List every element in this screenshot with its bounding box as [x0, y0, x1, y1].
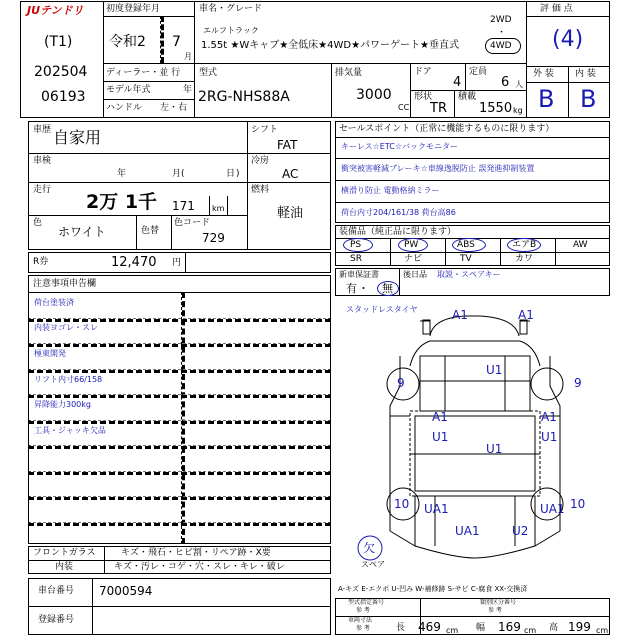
mark-ua1-right: UA1 — [540, 502, 565, 516]
mark-a1-mid-left: A1 — [432, 410, 448, 424]
capacity-value: 6 — [501, 75, 510, 90]
warranty-no: 無 — [382, 282, 393, 295]
reg-month: 7 — [172, 34, 181, 50]
interior-cond-label: 内装 — [55, 562, 74, 572]
selling-4: 荷台内寸204/161/38 荷台高86 — [341, 208, 456, 217]
mileage-detail: 171 — [172, 199, 195, 213]
notes-label: 注意事項申告欄 — [33, 279, 97, 289]
length-value: 469 — [418, 620, 441, 634]
shift-label: シフト — [251, 125, 279, 135]
glass-value: キズ・飛石・ヒビ割・リペア跡・X要 — [121, 548, 271, 558]
vehicle-name-label: 車名・グレード — [199, 4, 263, 14]
notes-rule — [28, 496, 331, 500]
mileage-unit: km — [212, 204, 225, 213]
load-label: 積載 — [458, 92, 477, 102]
notes-rule — [28, 420, 331, 424]
equip-leather: カワ — [515, 254, 534, 264]
note-2: 内装ヨゴレ・スレ — [34, 323, 98, 332]
equip-tv: TV — [460, 254, 472, 264]
recycle-value: 12,470 — [111, 255, 157, 270]
truck-diagram — [335, 296, 610, 581]
first-reg-label: 初度登録年月 — [106, 4, 161, 14]
equip-pw: PW — [404, 240, 419, 250]
door-label: ドア — [414, 67, 432, 77]
grade-label: 評 価 点 — [540, 4, 573, 14]
width-label: 幅 — [476, 623, 486, 633]
note-6: 工具・ジャッキ欠品 — [34, 426, 106, 435]
selling-1: キーレス☆ETC☆バックモニター — [341, 142, 459, 151]
selling-label: セールスポイント（正常に機能するものに限ります） — [339, 124, 555, 134]
damage-legend: A-キズ E-エクボ U-凹み W-補修跡 S-サビ C-腐食 XX-交換済 — [338, 585, 528, 593]
drive-dot: ・ — [497, 28, 507, 38]
spare-label: スペア — [361, 560, 385, 569]
notes-box — [28, 275, 331, 544]
shape-label: 形状 — [414, 92, 433, 102]
fuel-label: 燃料 — [251, 185, 270, 195]
warranty-no-circle — [377, 281, 399, 296]
equip-ps: PS — [350, 240, 362, 250]
inspection-paren-close: ) — [236, 169, 240, 179]
logo: JUテンドリ — [27, 4, 84, 17]
height-unit: cm — [596, 626, 609, 635]
drive-4wd: 4WD — [490, 41, 512, 51]
selling-3: 横滑り防止 電動格納ミラー — [341, 186, 440, 195]
type-label: 型式 — [199, 68, 218, 78]
chassis-value: 7000594 — [99, 584, 153, 598]
class-no-ref: 参 考 — [488, 607, 502, 614]
mark-a1-front-right: A1 — [518, 308, 534, 322]
vehicle-grade: 1.55t ★Wキャブ★全低床★4WD★パワーゲート★垂直式 — [201, 40, 460, 51]
reg-era: 令和2 — [109, 34, 146, 50]
lot-no: 06193 — [41, 89, 86, 105]
mileage-value: 2万 1千 — [86, 191, 158, 213]
capacity-label: 定員 — [469, 67, 488, 77]
inspection-paren: ( — [181, 169, 185, 179]
size-label: 車両寸法 — [348, 617, 373, 624]
note-5: 昇降能力300kg — [34, 400, 91, 409]
inspection-day-unit: 日 — [226, 169, 236, 179]
lot-label: (T1) — [44, 34, 73, 50]
width-value: 169 — [498, 620, 521, 634]
vehicle-name: エルフトラック — [203, 26, 259, 35]
mark-u1-center: U1 — [486, 442, 503, 456]
size-ref: 参 考 — [356, 625, 370, 632]
note-3: 極東開発 — [34, 349, 66, 358]
mark-10-right: 10 — [570, 497, 586, 511]
interior-grade: B — [580, 85, 597, 113]
inspection-label: 車検 — [33, 156, 52, 166]
model-year-label: モデル年式 — [106, 85, 151, 95]
exterior-grade: B — [538, 85, 555, 113]
aftermarket-value: 取説・スペアキー — [437, 270, 501, 279]
warranty-label: 新車保証書 — [339, 270, 379, 279]
ac-label: 冷房 — [251, 156, 270, 166]
color-code-label: 色コード — [174, 218, 211, 228]
handle-value: 左・右 — [160, 103, 188, 113]
displacement-unit: CC — [398, 103, 410, 112]
color-label: 色 — [33, 218, 43, 228]
class-no-label: 類別区分番号 — [480, 599, 517, 606]
aftermarket-label: 後日品 — [403, 270, 427, 279]
mark-ua1-rear: UA1 — [455, 524, 480, 538]
inspection-year-unit: 年 — [117, 169, 127, 179]
mark-u1-roof: U1 — [486, 363, 503, 377]
load-unit: kg — [513, 106, 523, 115]
interior-label: 内 装 — [575, 69, 596, 79]
color-swap-label: 色替 — [141, 226, 160, 236]
notes-rule — [28, 445, 331, 449]
inspection-month-unit: 月 — [172, 169, 182, 179]
mark-u1-mid-left: U1 — [432, 430, 449, 444]
equipment-label: 装備品（純正品に限ります） — [339, 227, 457, 237]
note-4: リフト内寸66/158 — [34, 375, 103, 384]
equip-aw: AW — [573, 240, 588, 250]
length-label: 長 — [396, 623, 406, 633]
reg-month-unit: 月 — [184, 52, 192, 61]
chassis-label: 車台番号 — [38, 586, 75, 596]
warranty-yes: 有 — [346, 282, 357, 295]
ac-value: AC — [282, 167, 299, 181]
length-unit: cm — [446, 626, 459, 635]
fuel-value: 軽油 — [277, 206, 304, 221]
handle-label: ハンドル — [106, 103, 143, 113]
shift-value: FAT — [277, 138, 298, 152]
drive-2wd: 2WD — [490, 15, 512, 25]
equip-navi: ナビ — [404, 254, 423, 264]
lot-date: 202504 — [34, 64, 88, 80]
equip-sr: SR — [350, 254, 362, 264]
recycle-unit: 円 — [172, 258, 182, 268]
interior-cond-value: キズ・汚レ・コゲ・穴・スレ・キレ・破レ — [114, 562, 285, 572]
mark-9-left: 9 — [397, 376, 405, 390]
notes-rule — [28, 522, 331, 526]
displacement-value: 3000 — [356, 87, 392, 103]
mark-u1-mid-right: U1 — [541, 430, 558, 444]
type-no-label: 型式指定番号 — [348, 599, 385, 606]
equip-abs: ABS — [457, 240, 475, 250]
spare-mark: 欠 — [363, 541, 376, 555]
type-value: 2RG-NHS88A — [198, 89, 290, 105]
shape-value: TR — [430, 101, 447, 116]
notes-rule — [28, 369, 331, 373]
color-code-value: 729 — [202, 231, 225, 245]
displacement-label: 排気量 — [335, 68, 363, 78]
mark-u2-rear: U2 — [512, 524, 529, 538]
capacity-unit: 人 — [515, 80, 523, 89]
notes-rule — [28, 343, 331, 347]
mileage-label: 走行 — [33, 185, 52, 195]
mark-a1-mid-right: A1 — [541, 410, 557, 424]
mark-9-right: 9 — [574, 376, 582, 390]
use-value: 自家用 — [53, 128, 102, 147]
exterior-label: 外 装 — [533, 69, 554, 79]
width-unit: cm — [524, 626, 537, 635]
warranty-sep: ・ — [358, 282, 369, 295]
studless-label: スタッドレスタイヤ — [346, 305, 418, 314]
load-value: 1550 — [479, 101, 513, 116]
color-value: ホワイト — [58, 225, 106, 239]
mark-a1-front-left: A1 — [452, 308, 468, 322]
model-year-unit: 年 — [183, 85, 193, 95]
selling-2: 衝突被害軽減ブレーキ☆車線逸脱防止 誤発進抑制装置 — [341, 164, 535, 173]
mark-ua1-left: UA1 — [424, 502, 449, 516]
door-value: 4 — [453, 75, 462, 90]
glass-label: フロントガラス — [33, 548, 96, 558]
mark-10-left: 10 — [394, 497, 410, 511]
notes-rule — [28, 394, 331, 398]
registration-box — [103, 1, 195, 118]
use-label: 車歴 — [33, 125, 52, 135]
height-label: 高 — [549, 623, 559, 633]
reg-no-label: 登録番号 — [38, 615, 75, 625]
height-value: 199 — [568, 620, 591, 634]
notes-rule — [28, 471, 331, 475]
recycle-label: R券 — [33, 257, 49, 267]
type-no-ref: 参 考 — [356, 607, 370, 614]
equip-airbag: エアB — [512, 240, 537, 250]
grade-score: (4) — [552, 27, 584, 52]
notes-rule — [28, 318, 331, 322]
dealer-label: ディーラー・並 行 — [106, 68, 181, 78]
note-1: 荷台塗装済 — [34, 298, 74, 307]
